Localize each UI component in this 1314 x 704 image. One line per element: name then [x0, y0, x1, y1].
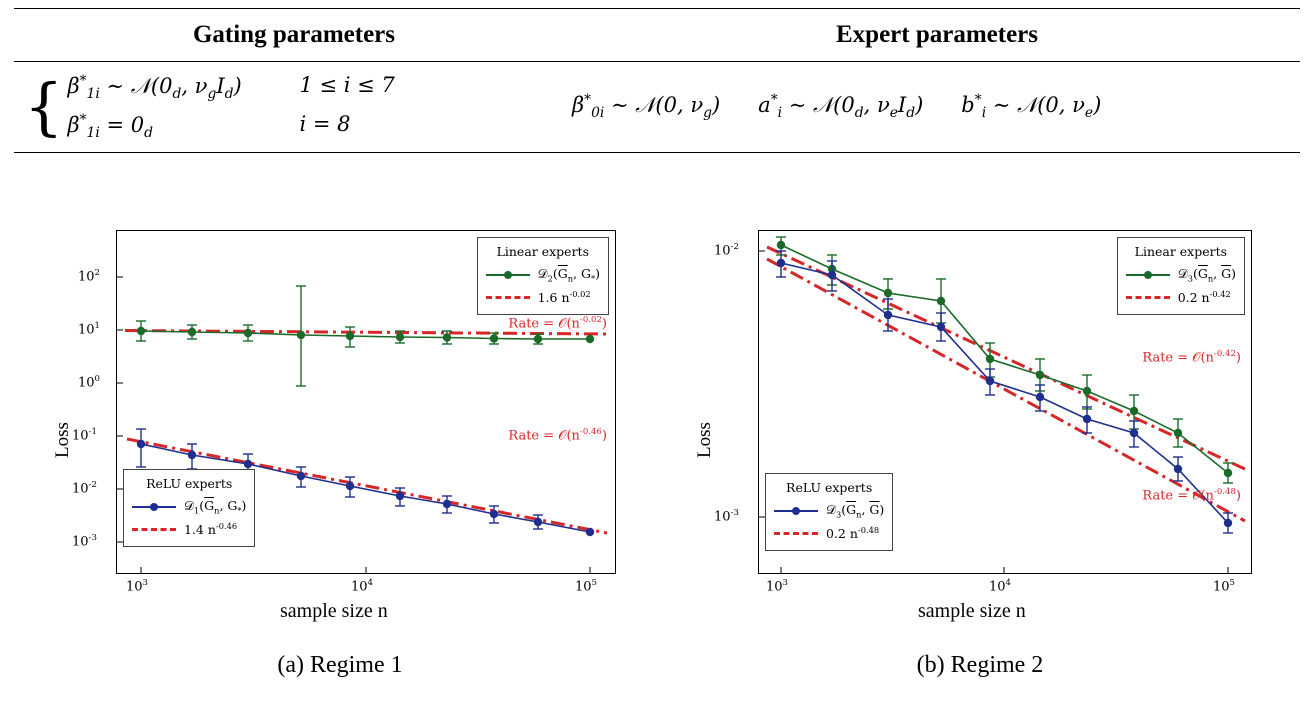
blue-line-swatch-r [774, 510, 818, 512]
left-legend-linear-title: Linear experts [496, 244, 589, 259]
right-anno-rate-2: Rate = $𝒪(n^{-0.48})$ [1142, 487, 1241, 504]
green-line-swatch [486, 274, 530, 276]
gating-line-2 [67, 112, 394, 141]
right-anno-rate-1: Rate = $𝒪(n^{-0.42})$ [1142, 349, 1241, 366]
left-legend-relu [123, 469, 255, 547]
caption-regime-1: (a) Regime 1 [277, 652, 403, 678]
table-header-row [14, 9, 1300, 61]
header-gating: Gating parameters [192, 21, 396, 48]
right-legend-relu-entry-1 [774, 500, 884, 522]
right-x-axis-label: sample size n [918, 600, 1026, 622]
red-dash-swatch-r2 [774, 532, 818, 535]
gating-line-2-lhs: $\beta^*_{1i} = 0_d$ [67, 111, 153, 141]
left-legend-linear [477, 237, 609, 315]
left-plot-area [116, 230, 616, 574]
expert-item-2: $a^*_i$ ∼ $𝒩(0_d$, $\nu_eI_d$) [758, 92, 924, 122]
expert-item-1: $\beta^*_{0i}$ ∼ 𝒩(0, $\nu_g$) [572, 92, 721, 122]
left-legend-relu-entry-1-label: $𝒟_1(\overline{G}_n$, $G_*$) [184, 498, 247, 516]
left-ytick-2: $10^{-2}$ [72, 480, 97, 497]
gating-line-1-lhs: $\beta^*_{1i}$ ∼ $𝒩(0_d$, $\nu_gI_d$) [67, 73, 242, 103]
caption-regime-2: (b) Regime 2 [916, 652, 1044, 678]
red-dash-swatch-2 [132, 528, 176, 531]
right-legend-relu-entry-1-label: $𝒟_3(\overline{G}_n$, $\overline{G}$) [826, 502, 885, 520]
right-legend-relu [765, 473, 893, 551]
left-ytick-6: $10^2$ [78, 268, 101, 285]
left-ytick-3: $10^{-1}$ [72, 427, 97, 444]
expert-item-3: $b^*_i$ ∼ 𝒩(0, $\nu_e$) [961, 92, 1102, 122]
left-legend-linear-entry-2 [486, 286, 600, 308]
right-ytick-1: $10^{-3}$ [714, 508, 739, 525]
right-plot-area [758, 230, 1252, 574]
expert-cell [564, 92, 1300, 121]
right-y-axis-label: Loss [694, 422, 715, 458]
right-legend-linear [1117, 237, 1245, 315]
header-expert: Expert parameters [835, 21, 1038, 48]
figure-regime-2 [660, 218, 1300, 622]
right-legend-linear-entry-2-label: 0.2 $n^{-0.42}$ [1177, 288, 1231, 306]
left-x-axis-label: sample size n [280, 600, 388, 622]
left-ytick-4: $10^0$ [78, 374, 101, 391]
left-ytick-5: $10^1$ [78, 321, 101, 338]
gating-cell: { $\beta^*_{1i}$ ∼ $𝒩(0_d$, $\nu_gI_d$) 1 ≤ i ≤ 7 $\beta^*_{1i} = 0_d$ i = 8 [24, 70, 395, 143]
left-legend-relu-entry-2-label: 1.4 $n^{-0.46}$ [184, 520, 238, 538]
green-line-swatch-r [1126, 274, 1170, 276]
left-legend-linear-entry-1-label: $𝒟_2(\overline{G}_n$, $G_*$) [537, 266, 600, 284]
left-xtick-1: $10^3$ [126, 578, 149, 595]
blue-line-swatch [132, 506, 176, 508]
right-legend-relu-title: ReLU experts [786, 480, 873, 495]
left-anno-rate-1: Rate = $𝒪(n^{-0.02})$ [508, 315, 607, 332]
right-legend-relu-entry-2 [774, 522, 884, 544]
right-legend-relu-entry-2-label: 0.2 $n^{-0.48}$ [826, 524, 880, 542]
left-anno-rate-2: Rate = $𝒪(n^{-0.46})$ [508, 427, 607, 444]
left-ytick-1: $10^{-3}$ [72, 533, 97, 550]
left-legend-relu-entry-1 [132, 496, 246, 518]
gating-line-1 [67, 73, 394, 102]
parameter-table [14, 8, 1300, 153]
figures-container [0, 218, 1314, 648]
table-body-row [14, 62, 1300, 152]
right-ytick-2: $10^{-2}$ [714, 242, 739, 259]
left-legend-relu-entry-2 [132, 518, 246, 540]
table-bottom-rule [14, 152, 1300, 153]
right-legend-linear-entry-1-label: $𝒟_3(\overline{G}_n$, $\overline{G}$) [1177, 266, 1236, 284]
left-legend-relu-title: ReLU experts [146, 476, 233, 491]
left-xtick-2: $10^4$ [351, 578, 374, 595]
left-legend-linear-entry-2-label: 1.6 $n^{-0.02}$ [537, 288, 591, 306]
red-dash-swatch [486, 296, 530, 299]
right-legend-linear-title: Linear experts [1134, 244, 1228, 259]
right-legend-linear-entry-2 [1126, 286, 1236, 308]
gating-line-1-cond: 1 ≤ i ≤ 7 [299, 73, 395, 98]
left-legend-linear-entry-1 [486, 264, 600, 286]
red-dash-swatch-r [1126, 296, 1170, 299]
right-legend-linear-entry-1 [1126, 264, 1236, 286]
left-y-axis-label: Loss [52, 422, 73, 458]
right-xtick-3: $10^5$ [1213, 578, 1236, 595]
right-xtick-1: $10^3$ [766, 578, 789, 595]
figure-regime-1 [20, 218, 660, 622]
gating-line-2-cond: i = 8 [299, 111, 351, 136]
right-xtick-2: $10^4$ [989, 578, 1012, 595]
left-xtick-3: $10^5$ [575, 578, 598, 595]
